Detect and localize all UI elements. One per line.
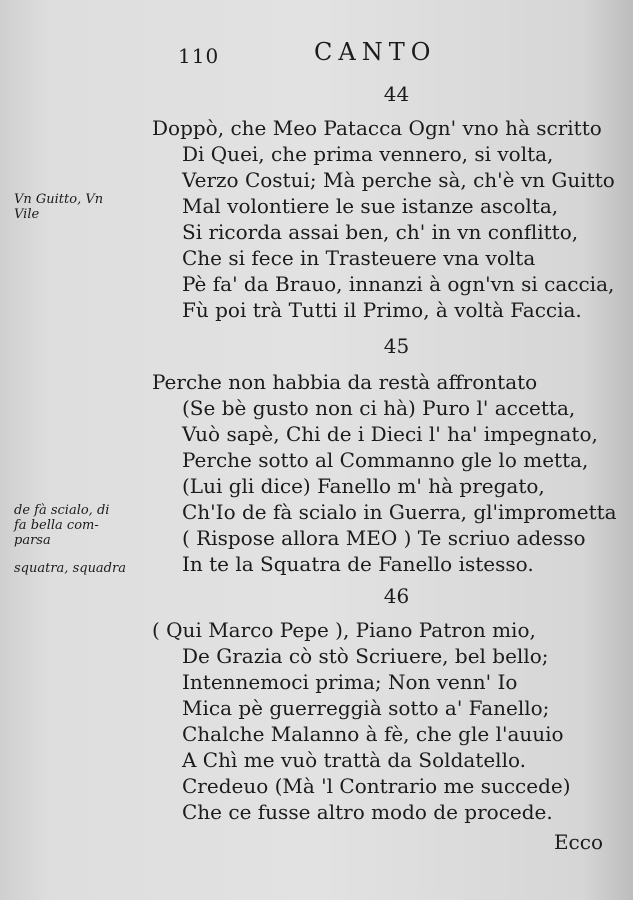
verse-line: Fù poi trà Tutti il Primo, à voltà Faccia. (182, 298, 582, 322)
stanza-44 (152, 115, 622, 323)
page-header (178, 38, 598, 78)
verse-line: ( Rispose allora MEO ) Te scriuo adesso (182, 526, 586, 550)
margin-note-guitto (14, 192, 154, 222)
verse-line: Si ricorda assai ben, ch' in vn conflitto, (182, 220, 579, 244)
verse-line: Pè fa' da Brauo, innanzi à ogn'vn si caccia, (182, 272, 615, 296)
stanza-45-number: 45 (383, 334, 410, 358)
verse-line: Verzo Costui; Mà perche sà, ch'è vn Guitto (182, 168, 615, 192)
verse-line: Perche sotto al Commanno gle lo metta, (182, 448, 589, 472)
gloss-line: parsa (14, 533, 51, 548)
verse-line: Mica pè guerreggià sotto a' Fanello; (182, 696, 550, 720)
verse-line: (Se bè gusto non ci hà) Puro l' accetta, (182, 396, 576, 420)
verse-line: Chalche Malanno à fè, che gle l'auuio (182, 722, 564, 746)
stanza-46-number: 46 (383, 584, 410, 608)
stanza-44-number: 44 (383, 82, 410, 106)
catchword: Ecco (553, 830, 603, 854)
gloss-line: de fà scialo, di (14, 503, 110, 518)
gloss-line: Vile (14, 207, 40, 222)
verse-line: Di Quei, che prima vennero, si volta, (182, 142, 554, 166)
verse-line: In te la Squatra de Fanello istesso. (182, 552, 534, 576)
verse-line: Che ce fusse altro modo de procede. (182, 800, 553, 824)
gloss-line: Vn Guitto, Vn (14, 192, 104, 207)
margin-note-squatra (14, 561, 154, 576)
verse-line: Che si fece in Trasteuere vna volta (182, 246, 536, 270)
verse-line: De Grazia cò stò Scriuere, bel bello; (182, 644, 549, 668)
verse-line: Intennemoci prima; Non venn' Io (182, 670, 518, 694)
verse-line: Vuò sapè, Chi de i Dieci l' ha' impegnato, (182, 422, 598, 446)
verse-line: Credeuo (Mà 'l Contrario me succede) (182, 774, 571, 798)
verse-line: Ch'Io de fà scialo in Guerra, gl'imprometta (182, 500, 617, 524)
running-title: CANTO (314, 38, 437, 66)
gloss-line: fa bella com- (14, 518, 99, 533)
gloss-line: squatra, squadra (14, 561, 126, 576)
verse-line: ( Qui Marco Pepe ), Piano Patron mio, (152, 618, 536, 642)
stanza-46 (152, 617, 622, 825)
margin-note-scialo (14, 503, 154, 548)
page-number: 110 (178, 44, 220, 68)
verse-line: Doppò, che Meo Patacca Ogn' vno hà scritto (152, 116, 602, 140)
verse-line: A Chì me vuò trattà da Soldatello. (182, 748, 527, 772)
verse-line: (Lui gli dice) Fanello m' hà pregato, (182, 474, 545, 498)
verse-line: Mal volontiere le sue istanze ascolta, (182, 194, 559, 218)
verse-line: Perche non habbia da restà affrontato (152, 370, 538, 394)
stanza-45 (152, 369, 622, 577)
